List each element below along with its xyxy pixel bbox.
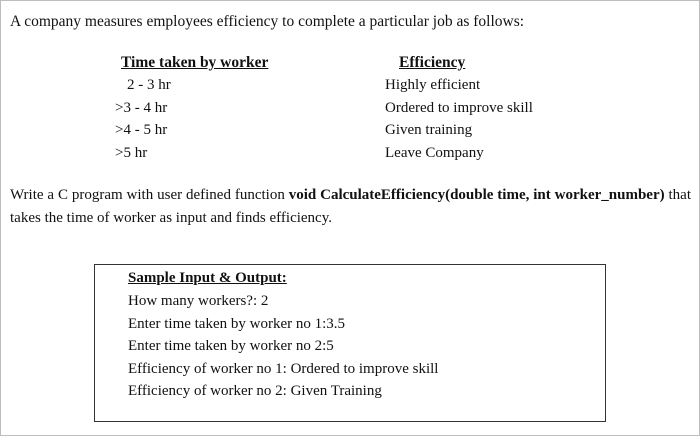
sample-title: Sample Input & Output: [128, 270, 287, 286]
task-description [10, 184, 691, 230]
efficiency-column [385, 74, 533, 164]
sample-io-box [94, 264, 606, 422]
task-text-after: that takes the time of worker as input and finds efficiency. [10, 187, 691, 226]
time-column-header: Time taken by worker [121, 54, 269, 71]
sample-line: Efficiency of worker no 2: Given Training [128, 383, 382, 399]
function-signature: void CalculateEfficiency(double time, int worker_number) [288, 187, 665, 203]
time-cell: >5 hr [115, 144, 148, 161]
efficiency-column-header: Efficiency [399, 54, 466, 71]
efficiency-cell: Highly efficient [385, 77, 481, 93]
time-column [115, 74, 171, 164]
sample-line: Enter time taken by worker no 1:3.5 [128, 315, 346, 332]
intro-text: A company measures employees efficiency to complete a particular job as follows: [10, 13, 525, 30]
time-cell: 2 - 3 hr [127, 77, 171, 93]
sample-line: How many workers?: 2 [128, 293, 269, 309]
efficiency-cell: Ordered to improve skill [385, 99, 533, 116]
efficiency-cell: Leave Company [385, 144, 484, 161]
efficiency-cell: Given training [385, 122, 473, 138]
time-cell: >4 - 5 hr [115, 122, 168, 138]
sample-lines [128, 290, 438, 403]
sample-line: Efficiency of worker no 1: Ordered to improve skill [128, 360, 439, 377]
sample-line: Enter time taken by worker no 2:5 [128, 338, 334, 354]
time-cell: >3 - 4 hr [115, 99, 168, 116]
task-text-before: Write a C program with user defined function [10, 187, 289, 203]
